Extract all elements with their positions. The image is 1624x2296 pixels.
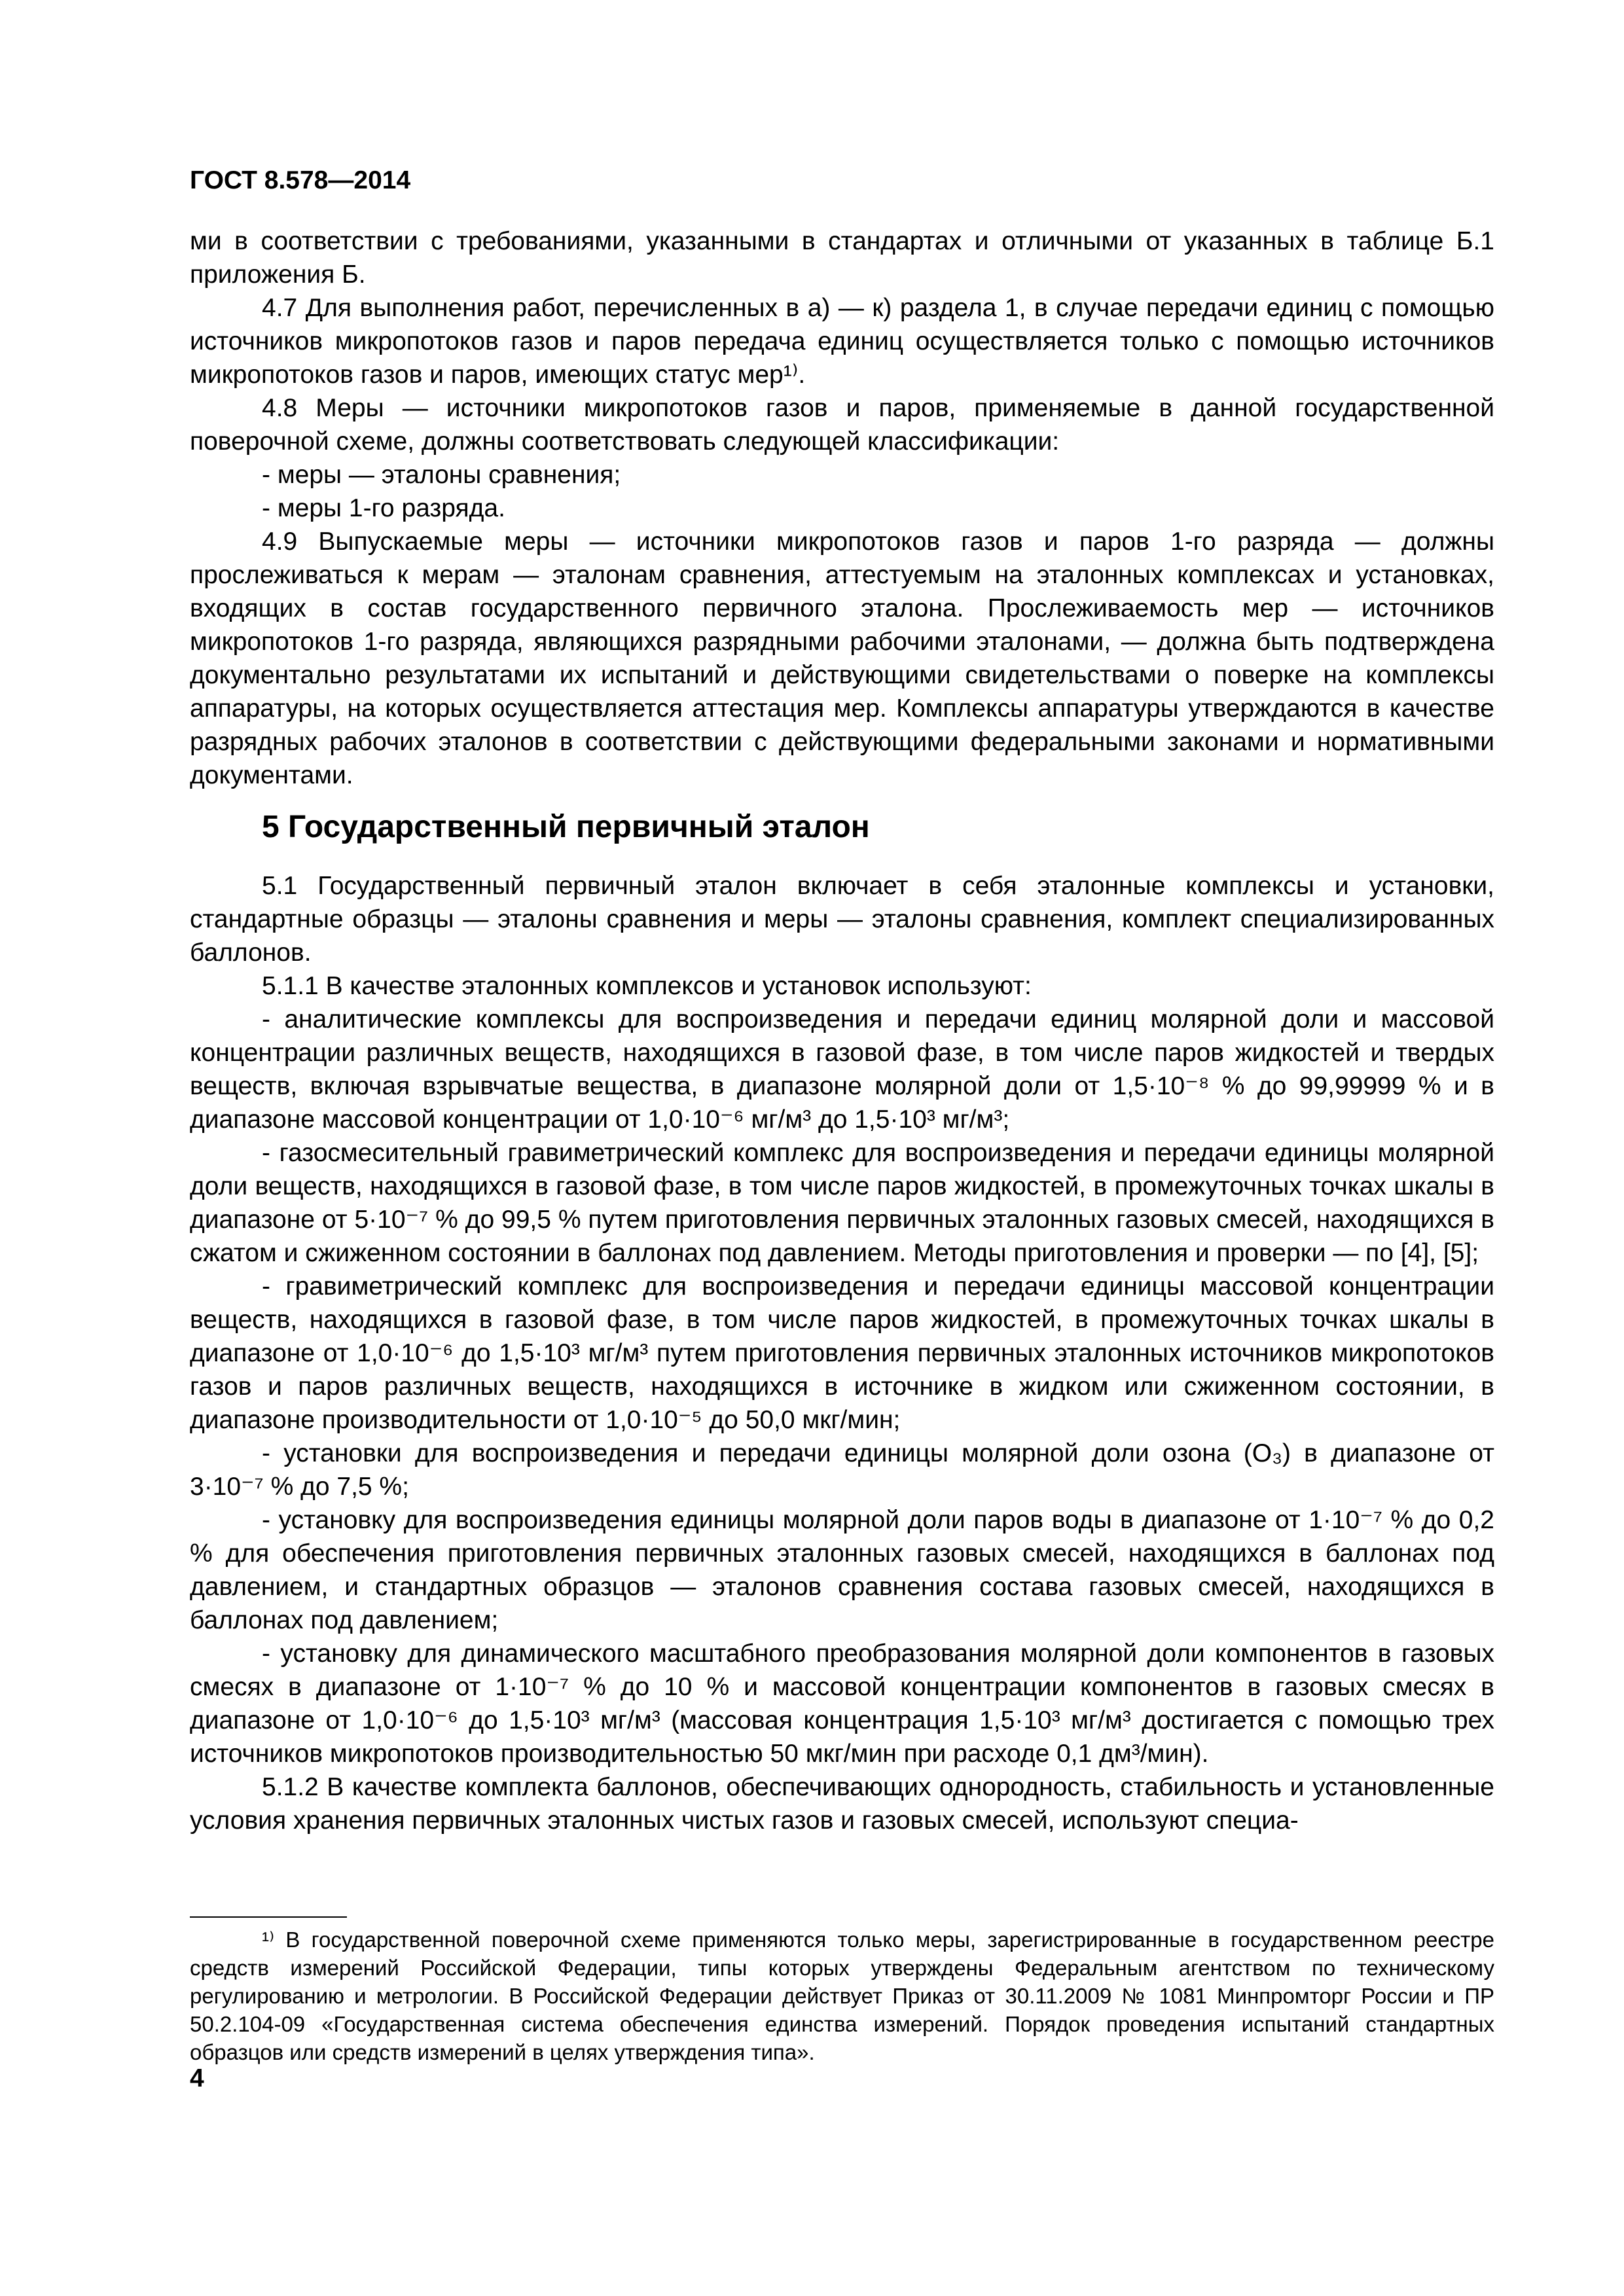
list-item: - установки для воспроизведения и передачи единицы молярной доли озона (O₃) в диапазоне от 3·10⁻⁷ % до 7,5 %; xyxy=(190,1439,1494,1501)
list-item: - аналитические комплексы для воспроизведения и передачи единиц молярной доли и массовой концентрации различных веществ, находящихся в газовой фазе, в том числе паров жидкостей и твердых веществ, включая взрывчатые вещества, в диапазоне молярной доли от 1,5·10⁻⁸ % до 99,99999 % и в диапазоне массовой концентрации от 1,0·10⁻⁶ мг/м³ до 1,5·10³ мг/м³; xyxy=(190,1005,1494,1134)
footnote-divider xyxy=(190,1916,347,1918)
paragraph-5-1-2: 5.1.2 В качестве комплекта баллонов, обеспечивающих однородность, стабильность и установленные условия хранения первичных эталонных чистых газов и газовых смесей, используют специа- xyxy=(190,1773,1494,1835)
page-number: 4 xyxy=(190,2064,204,2092)
document-header: ГОСТ 8.578—2014 xyxy=(190,166,411,194)
list-item: - гравиметрический комплекс для воспроизведения и передачи единицы массовой концентрации веществ, находящихся в газовой фазе, в том числе паров жидкостей, в промежуточных точках шкалы в диапазоне от 1,0·10⁻⁶ до 1,5·10³ мг/м³ путем приготовления первичных эталонных источников микропотоков газов и паров различных веществ, находящихся в источнике в жидком или сжиженном состоянии, в диапазоне производительности от 1,0·10⁻⁵ до 50,0 мкг/мин; xyxy=(190,1272,1494,1434)
list-item: - установку для динамического масштабного преобразования молярной доли компонентов в газовых смесях в диапазоне от 1·10⁻⁷ % до 10 % и массовой концентрации компонентов в газовых смесях в диапазоне от 1,0·10⁻⁶ до 1,5·10³ мг/м³ (массовая концентрация 1,5·10³ мг/м³ достигается с помощью трех источников микропотоков производительностью 50 мкг/мин при расходе 0,1 дм³/мин). xyxy=(190,1640,1494,1768)
footnote xyxy=(190,1926,1494,2066)
paragraph-continuation: ми в соответствии с требованиями, указанными в стандартах и отличными от указанных в таблице Б.1 приложения Б. xyxy=(190,227,1494,289)
section-title: 5 Государственный первичный эталон xyxy=(262,810,870,844)
paragraph-5-1-1: 5.1.1 В качестве эталонных комплексов и установок используют: xyxy=(262,972,1032,1000)
document-body xyxy=(190,224,1494,1837)
list-item: - меры — эталоны сравнения; xyxy=(262,461,621,489)
paragraph-4-9: 4.9 Выпускаемые меры — источники микропотоков газов и паров 1-го разряда — должны прослеживаться к мерам — эталонам сравнения, аттестуемым на эталонных комплексах и установках, входящих в состав государственного первичного эталона. Прослеживаемость мер — источников микропотоков 1-го разряда, являющихся разрядными рабочими эталонами, — должна быть подтверждена документально результатами их испытаний и действующими свидетельствами о поверке на комплексы аппаратуры, на которых осуществляется аттестация мер. Комплексы аппаратуры утверждаются в качестве разрядных рабочих эталонов в соответствии с действующими федеральными законами и нормативными документами. xyxy=(190,528,1494,789)
footnote-text: ¹⁾ В государственной поверочной схеме применяются только меры, зарегистрированные в государственном реестре средств измерений Российской Федерации, типы которых утверждены Федеральным агентством по техническому регулированию и метрологии. В Российской Федерации действует Приказ от 30.11.2009 № 1081 Минпромторг России и ПР 50.2.104-09 «Государственная система обеспечения единства измерений. Порядок проведения испытаний стандартных образцов или средств измерений в целях утверждения типа». xyxy=(190,1928,1494,2064)
paragraph-4-7: 4.7 Для выполнения работ, перечисленных в а) — к) раздела 1, в случае передачи единиц с помощью источников микропотоков газов и паров передача единиц осуществляется только с помощью источников микропотоков газов и паров, имеющих статус мер¹⁾. xyxy=(190,294,1494,389)
list-item: - газосмесительный гравиметрический комплекс для воспроизведения и передачи единицы молярной доли веществ, находящихся в газовой фазе, в том числе паров жидкостей, в промежуточных точках шкалы в диапазоне от 5·10⁻⁷ % до 99,5 % путем приготовления первичных эталонных газовых смесей, находящихся в сжатом и сжиженном состоянии в баллонах под давлением. Методы приготовления и проверки — по [4], [5]; xyxy=(190,1139,1494,1267)
list-item: - установку для воспроизведения единицы молярной доли паров воды в диапазоне от 1·10⁻⁷ % до 0,2 % для обеспечения приготовления первичных эталонных газовых смесей, находящихся в баллонах под давлением, и стандартных образцов — эталонов сравнения состава газовых смесей, находящихся в баллонах под давлением; xyxy=(190,1506,1494,1634)
paragraph-4-8: 4.8 Меры — источники микропотоков газов и паров, применяемые в данной государственной поверочной схеме, должны соответствовать следующей классификации: xyxy=(190,394,1494,456)
paragraph-5-1: 5.1 Государственный первичный эталон включает в себя эталонные комплексы и установки, стандартные образцы — эталоны сравнения и меры — эталоны сравнения, комплект специализированных баллонов. xyxy=(190,872,1494,967)
list-item: - меры 1-го разряда. xyxy=(262,494,505,522)
